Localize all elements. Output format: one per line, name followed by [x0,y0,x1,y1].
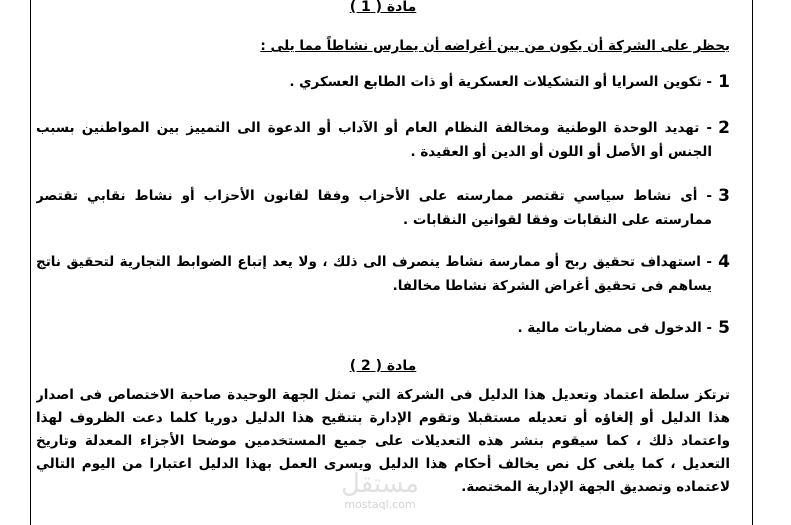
list-item [36,316,730,340]
article-2-paragraph: ترتكز سلطة اعتماد وتعديل هذا الدليل فى الشركة التي تمثل الجهة الوحيدة صاحبة الاختصاص فى اصدار هذا الدليل أو إلغاؤه أو تعديله مستقبلا وتقوم الإدارة بتنقيح هذا الدليل دوريا كلما دعت الظروف لهذا واعتماد ذلك ، كما سيقوم بنشر هذه التعديلات على جميع المستخدمين موضحا الأجزاء المعدلة وتاريخ التعديل ، كما يلغى كل نص يخالف أحكام هذا الدليل ويسرى العمل بهذا الدليل اعتبارا من اليوم التالي لاعتماده وتصديق الجهة الإدارية المختصة. [36,387,730,495]
item-number: 1 [718,72,730,92]
page-border-left [30,0,31,525]
item-text: - تكوين السرايا أو التشكيلات العسكرية أو ذات الطابع العسكري . [289,74,712,90]
page-border-right [752,0,753,525]
article-2-heading [36,354,730,378]
article-1-heading-text: مادة ( 1 ) [349,0,417,15]
item-text: - تهديد الوحدة الوطنية ومخالفة النظام العام أو الآداب أو الدعوة الى التمييز بين المواطنين بسبب الجنس أو الأصل أو اللون أو الدين أو العقيدة . [36,120,712,160]
list-item [36,116,730,164]
list-item [36,184,730,232]
watermark-site: mostaql.com [344,498,416,511]
item-number: 3 [718,186,730,206]
article-2-heading-text: مادة ( 2 ) [349,358,417,374]
list-item [36,250,730,298]
watermark-mark: مستقل [341,469,419,499]
item-number: 5 [718,318,730,338]
article-1-heading [36,0,730,16]
item-text: - الدخول فى مضاربات مالية . [517,320,712,336]
article-1-intro: يحظر على الشركة أن يكون من بين أغراضه أن يمارس نشاطاً مما يلى : [260,38,730,54]
item-text: - استهداف تحقيق ربح أو ممارسة نشاط ينصرف الى ذلك ، ولا يعد إتباع الضوابط التجارية لتحقيق ناتج يساهم فى تحقيق أغراض الشركة نشاطا مخالفا. [36,254,712,294]
document-body [36,0,730,525]
list-item [36,70,730,94]
item-number: 4 [718,252,730,272]
item-number: 2 [718,118,730,138]
item-text: - أى نشاط سياسي تقتصر ممارسته على الأحزاب وفقا لقانون الأحزاب أو نشاط نقابي تقتصر ممارسته على النقابات وفقا لقوانين النقابات . [36,188,712,228]
